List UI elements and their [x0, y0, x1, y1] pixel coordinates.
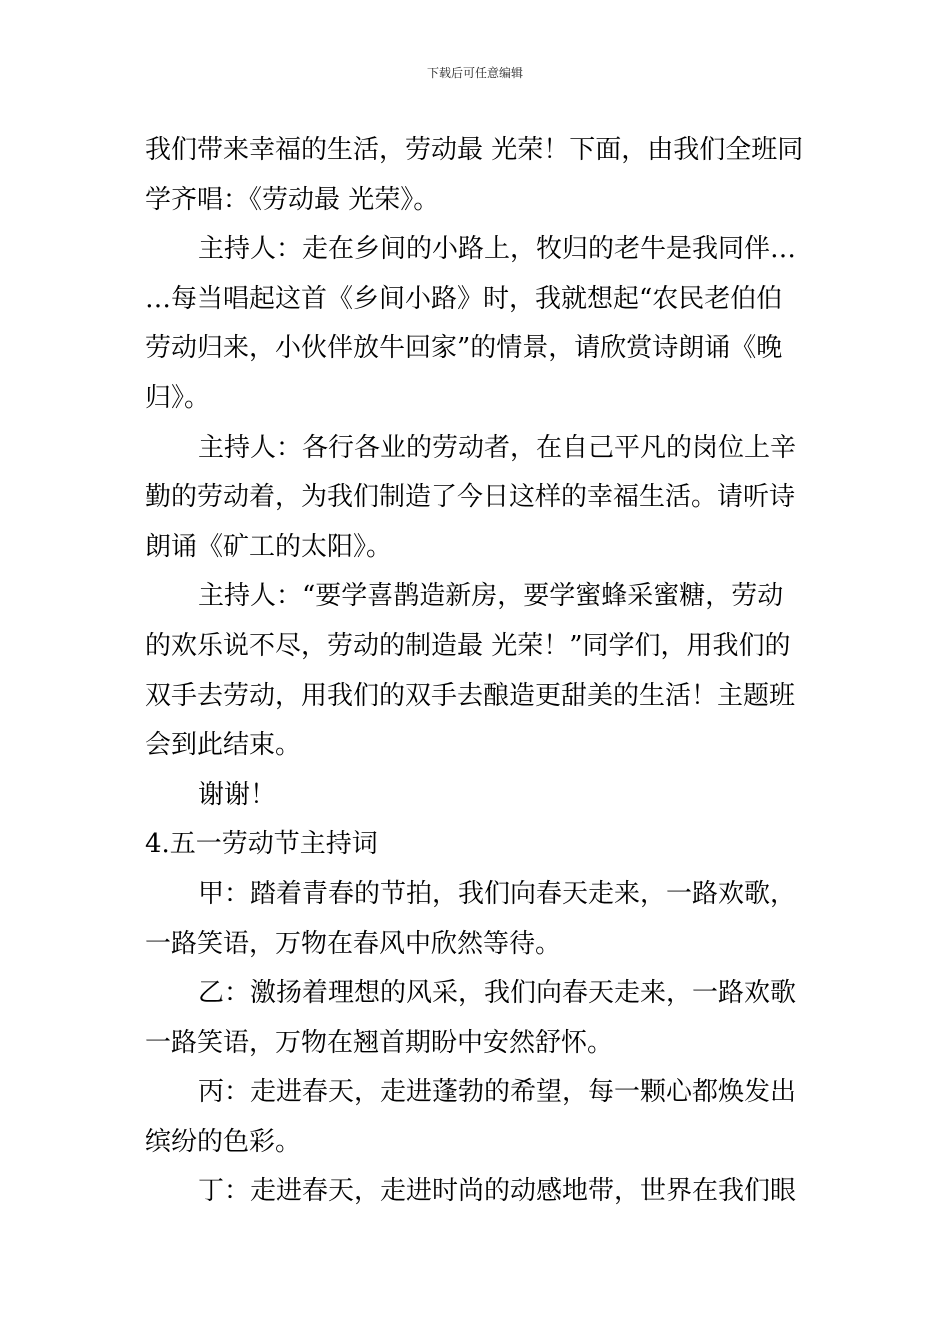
text-line: 主持人：走在乡间的小路上，牧归的老牛是我同伴…	[198, 234, 797, 265]
page-header: 下载后可任意编辑	[426, 66, 523, 80]
text-line: 一路笑语，万物在翘首期盼中安然舒怀。	[145, 1027, 614, 1058]
text-line: 主持人：“要学喜鹊造新房，要学蜜蜂采蜜糖，劳动	[198, 581, 784, 612]
text-line: 勤的劳动着，为我们制造了今日这样的幸福生活。请听诗	[145, 482, 796, 513]
text-line: 主持人：各行各业的劳动者，在自己平凡的岗位上辛	[198, 432, 797, 463]
text-line: 我们带来幸福的生活，劳动最 光荣！下面，由我们全班同	[145, 135, 804, 165]
text-line: 缤纷的色彩。	[145, 1126, 302, 1157]
text-line: 的欢乐说不尽，劳动的制造最 光荣！”同学们，用我们的	[145, 630, 791, 661]
document-body	[145, 126, 807, 1217]
text-line: …每当唱起这首《乡间小路》时，我就想起“农民老伯伯	[145, 283, 783, 314]
text-line: 会到此结束。	[145, 730, 302, 761]
text-line: 乙：激扬着理想的风采，我们向春天走来，一路欢歌	[198, 978, 797, 1009]
text-line: 谢谢！	[198, 779, 277, 810]
text-line: 丁：走进春天，走进时尚的动感地带，世界在我们眼	[198, 1176, 797, 1207]
text-line: 学齐唱：《劳动最 光荣》。	[145, 184, 440, 215]
text-line: 甲：踏着青春的节拍，我们向春天走来，一路欢歌，	[198, 878, 797, 909]
text-line: 一路笑语，万物在春风中欣然等待。	[145, 928, 562, 959]
text-line: 归》。	[145, 382, 211, 413]
text-line: 劳动归来，小伙伴放牛回家”的情景，请欣赏诗朗诵《晚	[145, 333, 783, 364]
text-line: 丙：走进春天，走进蓬勃的希望，每一颗心都焕发出	[198, 1077, 797, 1108]
text-line: 朗诵《矿工的太阳》。	[145, 531, 393, 562]
section-heading: 4.五一劳动节主持词	[145, 829, 378, 860]
text-line: 双手去劳动，用我们的双手去酿造更甜美的生活！主题班	[145, 680, 796, 711]
